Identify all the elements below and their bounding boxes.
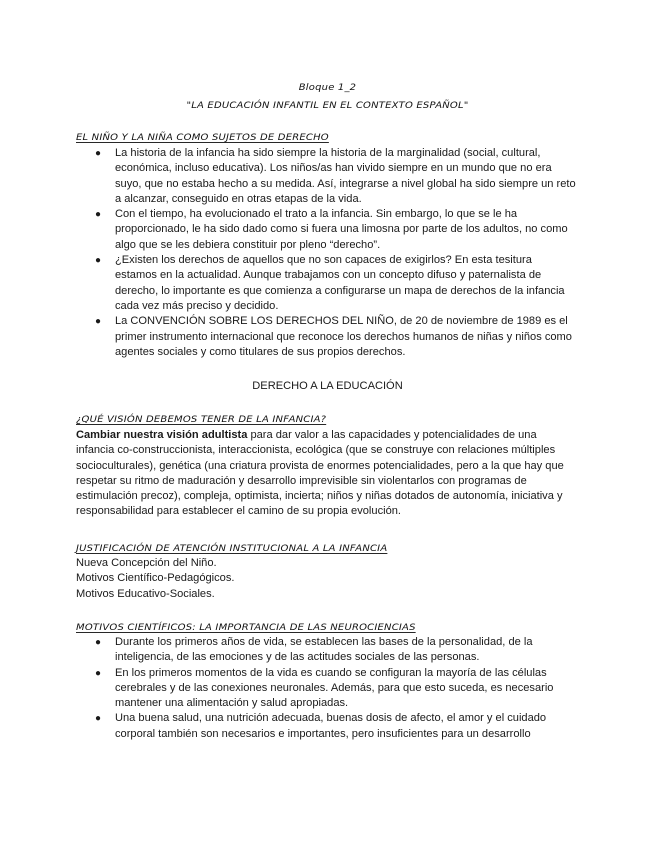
list-item: ● ¿Existen los derechos de aquellos que no son capaces de exigirlos? En esta tesitura estamos en la actualidad. Aunque trabajamos con un concepto difuso y paternalista de derecho, lo importante es que comienza a configurarse un mapa de derechos de la infancia cada vez más preciso y decidido. [95,254,565,312]
list-item: Motivos Científico-Pedagógicos. [76,572,235,585]
list-item: Motivos Educativo-Sociales. [76,587,215,600]
bullet-icon: ● [95,713,102,725]
list-item: ● Durante los primeros años de vida, se establecen las bases de la personalidad, de la inteligencia, de las emociones y de las actitudes sociales de las personas. [95,636,533,664]
section-neurociencias-list [76,635,576,742]
bullet-icon: ● [95,316,102,328]
list-item: ● Con el tiempo, ha evolucionado el trato a la infancia. Sin embargo, lo que se le ha proporcionado, le ha sido dado como si fuera una limosna por parte de los adultos, no como algo que se les debiera constituir por pleno “derecho”. [95,208,568,251]
bold-lead: Cambiar nuestra visión adultista [76,429,248,441]
list-item: ● La historia de la infancia ha sido siempre la historia de la marginalidad (social, cultural, económica, incluso educativa). Los niños/as han vivido siempre en un mundo que no era suyo, que no estaba hecho a su medida. Así, integrarse a nivel global ha sido siempre un reto a alcanzar, conseguido en otras etapas de la vida. [95,147,576,205]
section-vision-infancia-paragraph: Cambiar nuestra visión adultista para dar valor a las capacidades y potencialidades de una infancia co-construccionista, interaccionista, ecológica (que se construye con relaciones múltiples socioculturales), genética (una criatura provista de enormes potencialidades, pero a la que hay que respetar su ritmo de maduración y desarrollo imprevisible sin violentarlos con programas de estimulación precoz), compleja, optimista, incierta; niños y niñas dotados de autonomía, iniciativa y responsabilidad para establecer el camino de su propia evolución. [76,429,564,518]
center-heading-derecho-educacion: DERECHO A LA EDUCACIÓN [252,380,403,392]
bullet-icon: ● [95,667,102,679]
bullet-icon: ● [95,148,102,159]
bullet-icon: ● [95,209,102,221]
section-heading-justificacion: JUSTIFICACIÓN DE ATENCIÓN INSTITUCIONAL A LA INFANCIA [76,544,388,554]
bullet-icon: ● [95,637,102,648]
section-heading-neurociencias: MOTIVOS CIENTÍFICOS: LA IMPORTANCIA DE LAS NEUROCIENCIAS [76,623,416,633]
section-justificacion-lines [76,556,576,602]
list-item: ● La CONVENCIÓN SOBRE LOS DERECHOS DEL NIÑO, de 20 de noviembre de 1989 es el primer instrumento internacional que reconoce los derechos humanos de niñas y niños como agentes sociales y como titulares de sus propios derechos. [95,315,572,358]
main-title: "LA EDUCACIÓN INFANTIL EN EL CONTEXTO ESPAÑOL" [186,101,469,111]
block-title: Bloque 1_2 [298,83,357,93]
section-heading-vision-infancia: ¿QUÉ VISIÓN DEBEMOS TENER DE LA INFANCIA? [76,415,327,425]
list-item: ● Una buena salud, una nutrición adecuada, buenas dosis de afecto, el amor y el cuidado corporal también son necesarios e importantes, pero insuficientes para un desarrollo [95,712,547,740]
list-item: ● En los primeros momentos de la vida es cuando se configuran la mayoría de las células cerebrales y de las conexiones neuronales. Además, para que esto suceda, es necesario mantener una alimentación y salud apropiadas. [95,666,554,710]
section-sujetos-derecho-list [76,146,576,360]
bullet-icon: ● [95,255,102,267]
section-heading-sujetos-derecho: EL NIÑO Y LA NIÑA COMO SUJETOS DE DERECHO [76,133,329,143]
list-item: Nueva Concepción del Niño. [76,557,217,569]
